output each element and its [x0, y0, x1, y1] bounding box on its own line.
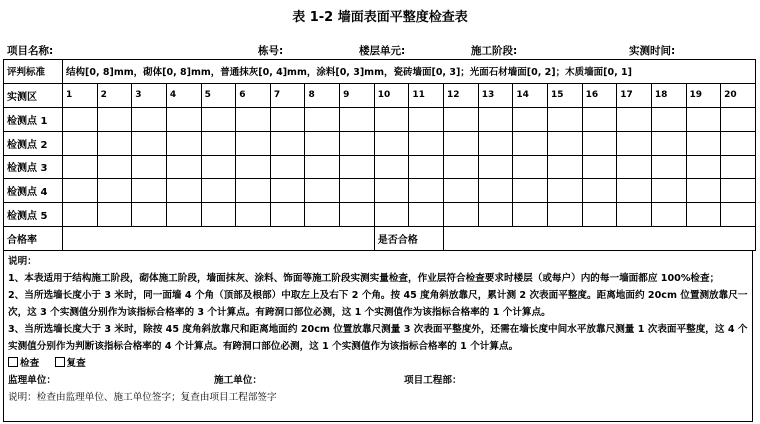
measurement-cell[interactable] — [617, 131, 652, 155]
zone-column-header: 19 — [686, 83, 721, 107]
measurement-cell[interactable] — [63, 107, 98, 131]
measurement-cell[interactable] — [444, 131, 479, 155]
measurement-cell[interactable] — [63, 131, 98, 155]
measurement-cell[interactable] — [513, 179, 548, 203]
zone-column-header: 2 — [97, 83, 132, 107]
signature-row — [8, 372, 749, 389]
measurement-cell[interactable] — [409, 203, 444, 227]
measurement-cell[interactable] — [547, 107, 582, 131]
point-label: 检测点 5 — [4, 203, 63, 227]
measurement-cell[interactable] — [478, 203, 513, 227]
meta-row — [5, 43, 757, 59]
table-row — [4, 131, 756, 155]
building-no-label: 栋号: — [258, 45, 284, 57]
measurement-cell[interactable] — [132, 203, 167, 227]
table-row — [4, 203, 756, 227]
measurement-cell[interactable] — [166, 107, 201, 131]
page-title: 表 1-2 墙面表面平整度检查表 — [292, 10, 468, 25]
zone-column-header: 7 — [270, 83, 305, 107]
measurement-cell[interactable] — [166, 179, 201, 203]
measurement-cell[interactable] — [166, 155, 201, 179]
measurement-cell[interactable] — [547, 179, 582, 203]
measurement-cell[interactable] — [201, 179, 236, 203]
measurement-cell[interactable] — [166, 131, 201, 155]
recheck-option[interactable] — [55, 355, 86, 372]
zone-column-header: 9 — [340, 83, 375, 107]
zone-column-header: 4 — [166, 83, 201, 107]
measurement-cell[interactable] — [305, 203, 340, 227]
measurement-cell[interactable] — [547, 131, 582, 155]
zone-column-header: 10 — [374, 83, 409, 107]
measurement-cell[interactable] — [305, 155, 340, 179]
measurement-cell[interactable] — [236, 155, 271, 179]
zone-column-header: 15 — [547, 83, 582, 107]
measurement-cell[interactable] — [409, 155, 444, 179]
notes-section — [3, 251, 753, 422]
pass-rate-label: 合格率 — [4, 227, 63, 251]
note-item: 3、当所选墙长度大于 3 米时，除按 45 度角斜放靠尺和距离地面约 20cm 位置放靠尺测量 3 次表面平整度外，还需在墙长度中间水平放靠尺测量 1 次表面平整度，这 4 个实测值分别作为判断该指标合格率的 4 个计算点。有跨洞口部位必测，这 1 个实测值作为该指标合格率的 1 个计算点。 — [8, 324, 748, 352]
zone-column-header: 5 — [201, 83, 236, 107]
measurement-cell[interactable] — [444, 155, 479, 179]
zone-column-header: 14 — [513, 83, 548, 107]
zone-column-header: 3 — [132, 83, 167, 107]
table-row — [4, 107, 756, 131]
measurement-cell[interactable] — [513, 203, 548, 227]
standard-text: 结构[0, 8]mm，砌体[0, 8]mm，普通抹灰[0, 4]mm，涂料[0, 3]mm，瓷砖墙面[0, 3]；光面石材墙面[0, 2]；木质墙面[0, 1] — [63, 60, 756, 84]
measurement-cell[interactable] — [686, 203, 721, 227]
note-item: 1、本表适用于结构施工阶段，砌体施工阶段，墙面抹灰、涂料、饰面等施工阶段实测实量检查，作业层符合检查要求时楼层（或每户）内的每一墙面都应 100%检查； — [8, 273, 720, 284]
notes-heading: 说明： — [8, 256, 37, 267]
floor-unit-label: 楼层单元: — [359, 45, 406, 57]
measurement-cell[interactable] — [582, 179, 617, 203]
measurement-cell[interactable] — [270, 107, 305, 131]
zone-column-header: 16 — [582, 83, 617, 107]
measurement-cell[interactable] — [617, 179, 652, 203]
measurement-cell[interactable] — [686, 107, 721, 131]
measurement-cell[interactable] — [340, 107, 375, 131]
measurement-cell[interactable] — [617, 203, 652, 227]
measurement-cell[interactable] — [236, 203, 271, 227]
footer-note: 说明：检查由监理单位、施工单位签字；复查由项目工程部签字 — [8, 392, 277, 403]
project-name-label: 项目名称: — [7, 45, 54, 57]
zone-column-header: 20 — [721, 83, 756, 107]
measurement-cell[interactable] — [97, 203, 132, 227]
measurement-cell[interactable] — [374, 179, 409, 203]
note-item: 2、当所选墙长度小于 3 米时，同一面墙 4 个角（顶部及根部）中取左上及右下 2 个角。按 45 度角斜放靠尺，累计测 2 次表面平整度。距离地面约 20cm 位置测放靠尺一次，这 3 个实测值分别作为该指标合格率的 3 个计算点。有跨洞口部位必测，这 1 个实测值作为该指标合格率的 1 个计算点。 — [8, 290, 748, 318]
table-row — [4, 179, 756, 203]
measurement-cell[interactable] — [721, 155, 756, 179]
measurement-cell[interactable] — [444, 203, 479, 227]
qualified-value[interactable] — [444, 227, 756, 251]
table-row — [4, 155, 756, 179]
zone-column-header: 18 — [651, 83, 686, 107]
measurement-cell[interactable] — [374, 131, 409, 155]
measurement-cell[interactable] — [721, 131, 756, 155]
measurement-cell[interactable] — [478, 131, 513, 155]
inspection-table — [3, 59, 756, 251]
zone-column-header: 11 — [409, 83, 444, 107]
measurement-cell[interactable] — [236, 179, 271, 203]
measurement-cell[interactable] — [201, 203, 236, 227]
measurement-cell[interactable] — [617, 155, 652, 179]
standard-label: 评判标准 — [4, 60, 63, 84]
measurement-cell[interactable] — [305, 179, 340, 203]
project-dept-label: 项目工程部： — [404, 375, 462, 386]
measurement-cell[interactable] — [63, 203, 98, 227]
measurement-cell[interactable] — [374, 107, 409, 131]
measurement-cell[interactable] — [686, 179, 721, 203]
measurement-cell[interactable] — [582, 131, 617, 155]
recheck-label: 复查 — [66, 358, 86, 369]
measurement-cell[interactable] — [97, 179, 132, 203]
supervisor-label: 监理单位： — [8, 375, 56, 386]
measurement-cell[interactable] — [721, 179, 756, 203]
point-label: 检测点 3 — [4, 155, 63, 179]
measurement-cell[interactable] — [478, 155, 513, 179]
measurement-cell[interactable] — [444, 179, 479, 203]
point-label: 检测点 2 — [4, 131, 63, 155]
measurement-cell[interactable] — [270, 203, 305, 227]
measurement-cell[interactable] — [651, 203, 686, 227]
measurement-cell[interactable] — [236, 107, 271, 131]
measurement-cell[interactable] — [132, 107, 167, 131]
check-options — [8, 355, 749, 372]
measurement-cell[interactable] — [132, 179, 167, 203]
measurement-cell[interactable] — [305, 107, 340, 131]
zone-column-header: 13 — [478, 83, 513, 107]
check-option[interactable] — [8, 355, 39, 372]
measurement-cell[interactable] — [63, 179, 98, 203]
measurement-cell[interactable] — [651, 179, 686, 203]
measurement-cell[interactable] — [270, 155, 305, 179]
measurement-cell[interactable] — [409, 131, 444, 155]
zone-column-header: 8 — [305, 83, 340, 107]
measurement-cell[interactable] — [305, 131, 340, 155]
measurement-cell[interactable] — [513, 155, 548, 179]
zone-column-header: 6 — [236, 83, 271, 107]
measurement-cell[interactable] — [340, 131, 375, 155]
measurement-cell[interactable] — [513, 131, 548, 155]
zone-column-header: 1 — [63, 83, 98, 107]
measurement-cell[interactable] — [132, 155, 167, 179]
zone-label: 实测区 — [4, 83, 63, 107]
check-label: 检查 — [20, 358, 40, 369]
measurement-cell[interactable] — [686, 155, 721, 179]
measurement-cell[interactable] — [721, 107, 756, 131]
measurement-cell[interactable] — [409, 107, 444, 131]
point-label: 检测点 4 — [4, 179, 63, 203]
measurement-cell[interactable] — [547, 203, 582, 227]
checkbox-icon[interactable] — [55, 357, 65, 367]
pass-rate-value[interactable] — [63, 227, 375, 251]
measurement-cell[interactable] — [201, 155, 236, 179]
measurement-cell[interactable] — [478, 107, 513, 131]
measurement-cell[interactable] — [374, 203, 409, 227]
zone-column-header: 17 — [617, 83, 652, 107]
measurement-cell[interactable] — [270, 179, 305, 203]
measurement-cell[interactable] — [651, 131, 686, 155]
zone-column-header: 12 — [444, 83, 479, 107]
measurement-cell[interactable] — [166, 203, 201, 227]
measurement-cell[interactable] — [340, 155, 375, 179]
measure-time-label: 实测时间: — [629, 45, 676, 57]
measurement-cell[interactable] — [686, 131, 721, 155]
measurement-cell[interactable] — [340, 203, 375, 227]
measurement-cell[interactable] — [132, 131, 167, 155]
measurement-cell[interactable] — [236, 131, 271, 155]
measurement-cell[interactable] — [721, 203, 756, 227]
qualified-label: 是否合格 — [374, 227, 443, 251]
measurement-cell[interactable] — [617, 107, 652, 131]
measurement-cell[interactable] — [444, 107, 479, 131]
measurement-cell[interactable] — [201, 107, 236, 131]
measurement-cell[interactable] — [97, 131, 132, 155]
construction-stage-label: 施工阶段: — [471, 45, 518, 57]
measurement-cell[interactable] — [651, 107, 686, 131]
point-label: 检测点 1 — [4, 107, 63, 131]
measurement-cell[interactable] — [651, 155, 686, 179]
measurement-cell[interactable] — [582, 203, 617, 227]
measurement-cell[interactable] — [582, 107, 617, 131]
measurement-cell[interactable] — [582, 155, 617, 179]
measurement-cell[interactable] — [340, 179, 375, 203]
measurement-cell[interactable] — [201, 131, 236, 155]
measurement-cell[interactable] — [270, 131, 305, 155]
measurement-cell[interactable] — [513, 107, 548, 131]
measurement-cell[interactable] — [374, 155, 409, 179]
measurement-cell[interactable] — [63, 155, 98, 179]
contractor-label: 施工单位： — [214, 375, 262, 386]
measurement-cell[interactable] — [97, 107, 132, 131]
measurement-cell[interactable] — [478, 179, 513, 203]
measurement-cell[interactable] — [97, 155, 132, 179]
measurement-cell[interactable] — [547, 155, 582, 179]
measurement-cell[interactable] — [409, 179, 444, 203]
checkbox-icon[interactable] — [8, 357, 18, 367]
